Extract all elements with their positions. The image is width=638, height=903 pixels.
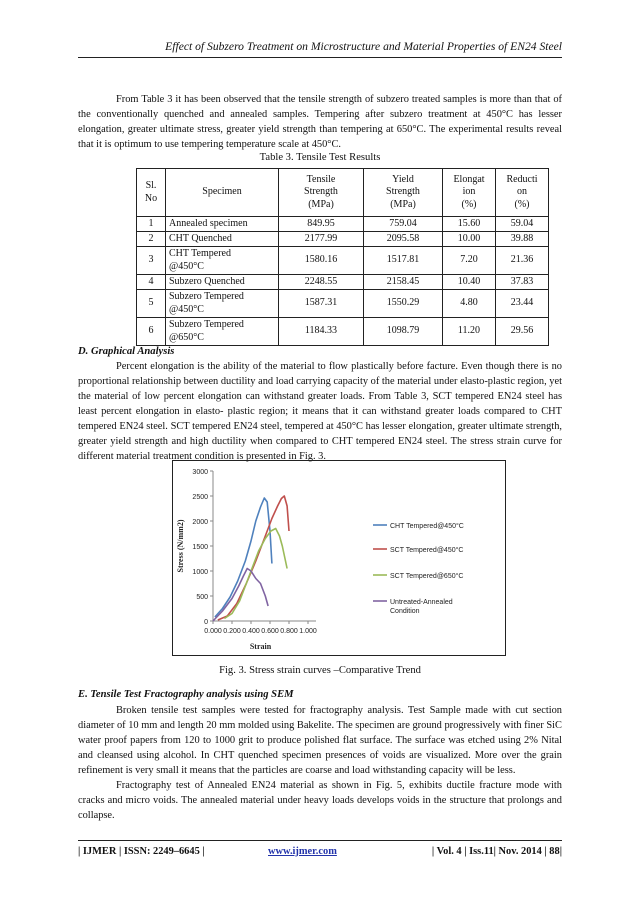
header-reduct-line: Reducti (506, 173, 538, 185)
table-row (137, 232, 549, 247)
header-tensile-line: Strength (304, 186, 338, 198)
header-yield (364, 169, 443, 217)
header-yield-line: Yield (392, 173, 414, 185)
x-tick-label: 0.200 (223, 628, 241, 635)
y-tick-label: 0 (204, 619, 208, 626)
footer-right: | Vol. 4 | Iss.11| Nov. 2014 | 88| (431, 846, 562, 857)
header-sl-line: Sl. (145, 180, 157, 191)
cell-yield: 1517.81 (364, 247, 443, 275)
cell-tensile: 1587.31 (279, 290, 364, 318)
legend-label: CHT Tempered@450°C (390, 523, 464, 530)
header-reduct-line: on (517, 186, 527, 198)
header-elong-line: ion (462, 186, 476, 198)
figure-3-frame (172, 460, 506, 656)
intro-paragraph: From Table 3 it has been observed that the tensile strength of subzero treated samples is more than that of the conventionally quenched and annealed samples. Tempering after subzero treatment at 450°C has lesser elongation, greater ultimate stress, greater yield strength than tempering at 650°C. The experimental results reveal that it is optimum to use tempering temperature scale at 450°C. (78, 94, 562, 150)
table-header-row (137, 169, 549, 217)
legend-label: Untreated-Annealed (390, 599, 453, 606)
cell-elongation: 15.60 (443, 217, 496, 232)
cell-reduction: 23.44 (496, 290, 549, 318)
y-tick-label: 3000 (192, 469, 208, 476)
cell-reduction: 21.36 (496, 247, 549, 275)
cell-specimen (166, 318, 279, 346)
legend-label: SCT Tempered@450°C (390, 547, 464, 554)
table-caption: Table 3. Tensile Test Results (259, 152, 381, 163)
cell-yield: 2095.58 (364, 232, 443, 247)
cell-specimen (166, 290, 279, 318)
cell-yield: 1098.79 (364, 318, 443, 346)
cell-tensile: 2177.99 (279, 232, 364, 247)
header-yield-line: (MPa) (390, 198, 416, 210)
cell-no: 6 (137, 318, 166, 346)
footer-rule (78, 840, 562, 841)
cell-specimen (166, 232, 279, 247)
legend-label: Condition (390, 608, 420, 615)
stress-strain-chart (173, 461, 505, 655)
cell-no: 3 (137, 247, 166, 275)
cell-elongation: 10.40 (443, 275, 496, 290)
cell-reduction: 37.83 (496, 275, 549, 290)
cell-specimen-line: @450°C (169, 303, 204, 315)
section-e-paragraph-1: Broken tensile test samples were tested for fractography analysis. Test Sample made with cut section diameter of 10 mm and length 20 mm molded using Bakelite. The specimen are ground progressively with finer SiC water proof papers from 120 to 1000 grit to produce polished flat surface. The surface was etched using 2% Nital and cleansed using alcohol. In CHT quenched specimen presences of voids are visualized. More over the grain refinement is very small it means that the particles are coarse and load withstanding capacity will be less. (78, 705, 562, 776)
cell-tensile: 849.95 (279, 217, 364, 232)
cell-yield: 759.04 (364, 217, 443, 232)
cell-tensile: 2248.55 (279, 275, 364, 290)
header-rule (78, 57, 562, 58)
header-tensile-line: (MPa) (308, 198, 334, 210)
header-tensile-line: Tensile (306, 173, 336, 185)
x-axis-label: Strain (249, 642, 272, 651)
footer-link[interactable]: www.ijmer.com (268, 846, 337, 857)
y-axis-label: Stress (N/mm2) (176, 519, 185, 573)
cell-reduction: 39.88 (496, 232, 549, 247)
cell-specimen (166, 217, 279, 232)
cell-specimen (166, 247, 279, 275)
cell-specimen-line: Subzero Tempered (169, 291, 244, 302)
series-line-2 (224, 529, 287, 619)
cell-no: 4 (137, 275, 166, 290)
x-tick-label: 0.800 (280, 628, 298, 635)
cell-elongation: 10.00 (443, 232, 496, 247)
cell-specimen-line: @450°C (169, 260, 204, 272)
tensile-test-table (136, 168, 549, 346)
header-yield-line: Strength (386, 186, 420, 198)
figure-caption: Fig. 3. Stress strain curves –Comparative Trend (219, 665, 421, 676)
table-row (137, 290, 549, 318)
cell-specimen-line: Annealed specimen (169, 217, 248, 229)
y-tick-label: 2500 (192, 494, 208, 501)
cell-yield: 1550.29 (364, 290, 443, 318)
cell-reduction: 29.56 (496, 318, 549, 346)
cell-specimen-line: @650°C (169, 331, 204, 343)
cell-no: 2 (137, 232, 166, 247)
cell-yield: 2158.45 (364, 275, 443, 290)
cell-elongation: 11.20 (443, 318, 496, 346)
section-e-heading: E. Tensile Test Fractography analysis using SEM (78, 689, 294, 700)
legend-label: SCT Tempered@650°C (390, 573, 464, 580)
header-specimen: Specimen (166, 169, 279, 217)
cell-specimen (166, 275, 279, 290)
y-tick-label: 500 (196, 594, 208, 601)
header-reduct-line: (%) (514, 198, 530, 210)
series-line-0 (215, 498, 272, 617)
running-header: Effect of Subzero Treatment on Microstructure and Material Properties of EN24 Steel (165, 40, 562, 53)
cell-no: 5 (137, 290, 166, 318)
table-row (137, 247, 549, 275)
header-elong-line: (%) (461, 198, 477, 210)
cell-reduction: 59.04 (496, 217, 549, 232)
cell-elongation: 4.80 (443, 290, 496, 318)
footer-left: | IJMER | ISSN: 2249–6645 | (78, 846, 205, 857)
x-tick-label: 0.600 (261, 628, 279, 635)
table-row (137, 318, 549, 346)
x-tick-label: 0.400 (242, 628, 260, 635)
y-tick-label: 1500 (192, 544, 208, 551)
header-tensile (279, 169, 364, 217)
cell-specimen-line: CHT Quenched (169, 232, 232, 244)
cell-specimen-line: Subzero Quenched (169, 275, 245, 287)
header-sl (137, 169, 166, 217)
table-row (137, 217, 549, 232)
cell-tensile: 1184.33 (279, 318, 364, 346)
cell-no: 1 (137, 217, 166, 232)
series-line-1 (218, 496, 289, 620)
cell-elongation: 7.20 (443, 247, 496, 275)
section-d-paragraph: Percent elongation is the ability of the material to flow plastically before facture. Even though there is no proportional relationship between ductility and load carrying capacity of the material under elasto-plastic region, yet the material of low percent elongation can withstand greater loads. From Table 3, SCT tempered EN24 steel has least percent elongation in elasto- plastic region; it means that it can withstand greater loads compared to CHT tempered EN24 steel. SCT tempered EN24 steel, tempered at 450°C has lesser elongation, greater ultimate strength, greater yield strength and high ductility when compared to CHT tempered EN24 steel. The stress strain curve for different material treatment condition is presented in Fig. 3. (78, 361, 562, 462)
cell-specimen-line: Subzero Tempered (169, 319, 244, 330)
table-row (137, 275, 549, 290)
y-tick-label: 2000 (192, 519, 208, 526)
header-reduction (496, 169, 549, 217)
section-e-paragraph-2: Fractography test of Annealed EN24 material as shown in Fig. 5, exhibits ductile fracture mode with cracks and micro voids. The annealed material under heavy loads develops voids in the structure that prolongs and collapse. (78, 780, 562, 821)
y-tick-label: 1000 (192, 569, 208, 576)
section-d-heading: D. Graphical Analysis (78, 346, 175, 357)
header-sl-line: No (144, 192, 158, 204)
header-elong-line: Elongat (453, 173, 485, 185)
cell-tensile: 1580.16 (279, 247, 364, 275)
x-tick-label: 1.000 (299, 628, 317, 635)
header-elongation (443, 169, 496, 217)
cell-specimen-line: CHT Tempered (169, 248, 231, 259)
x-tick-label: 0.000 (204, 628, 222, 635)
